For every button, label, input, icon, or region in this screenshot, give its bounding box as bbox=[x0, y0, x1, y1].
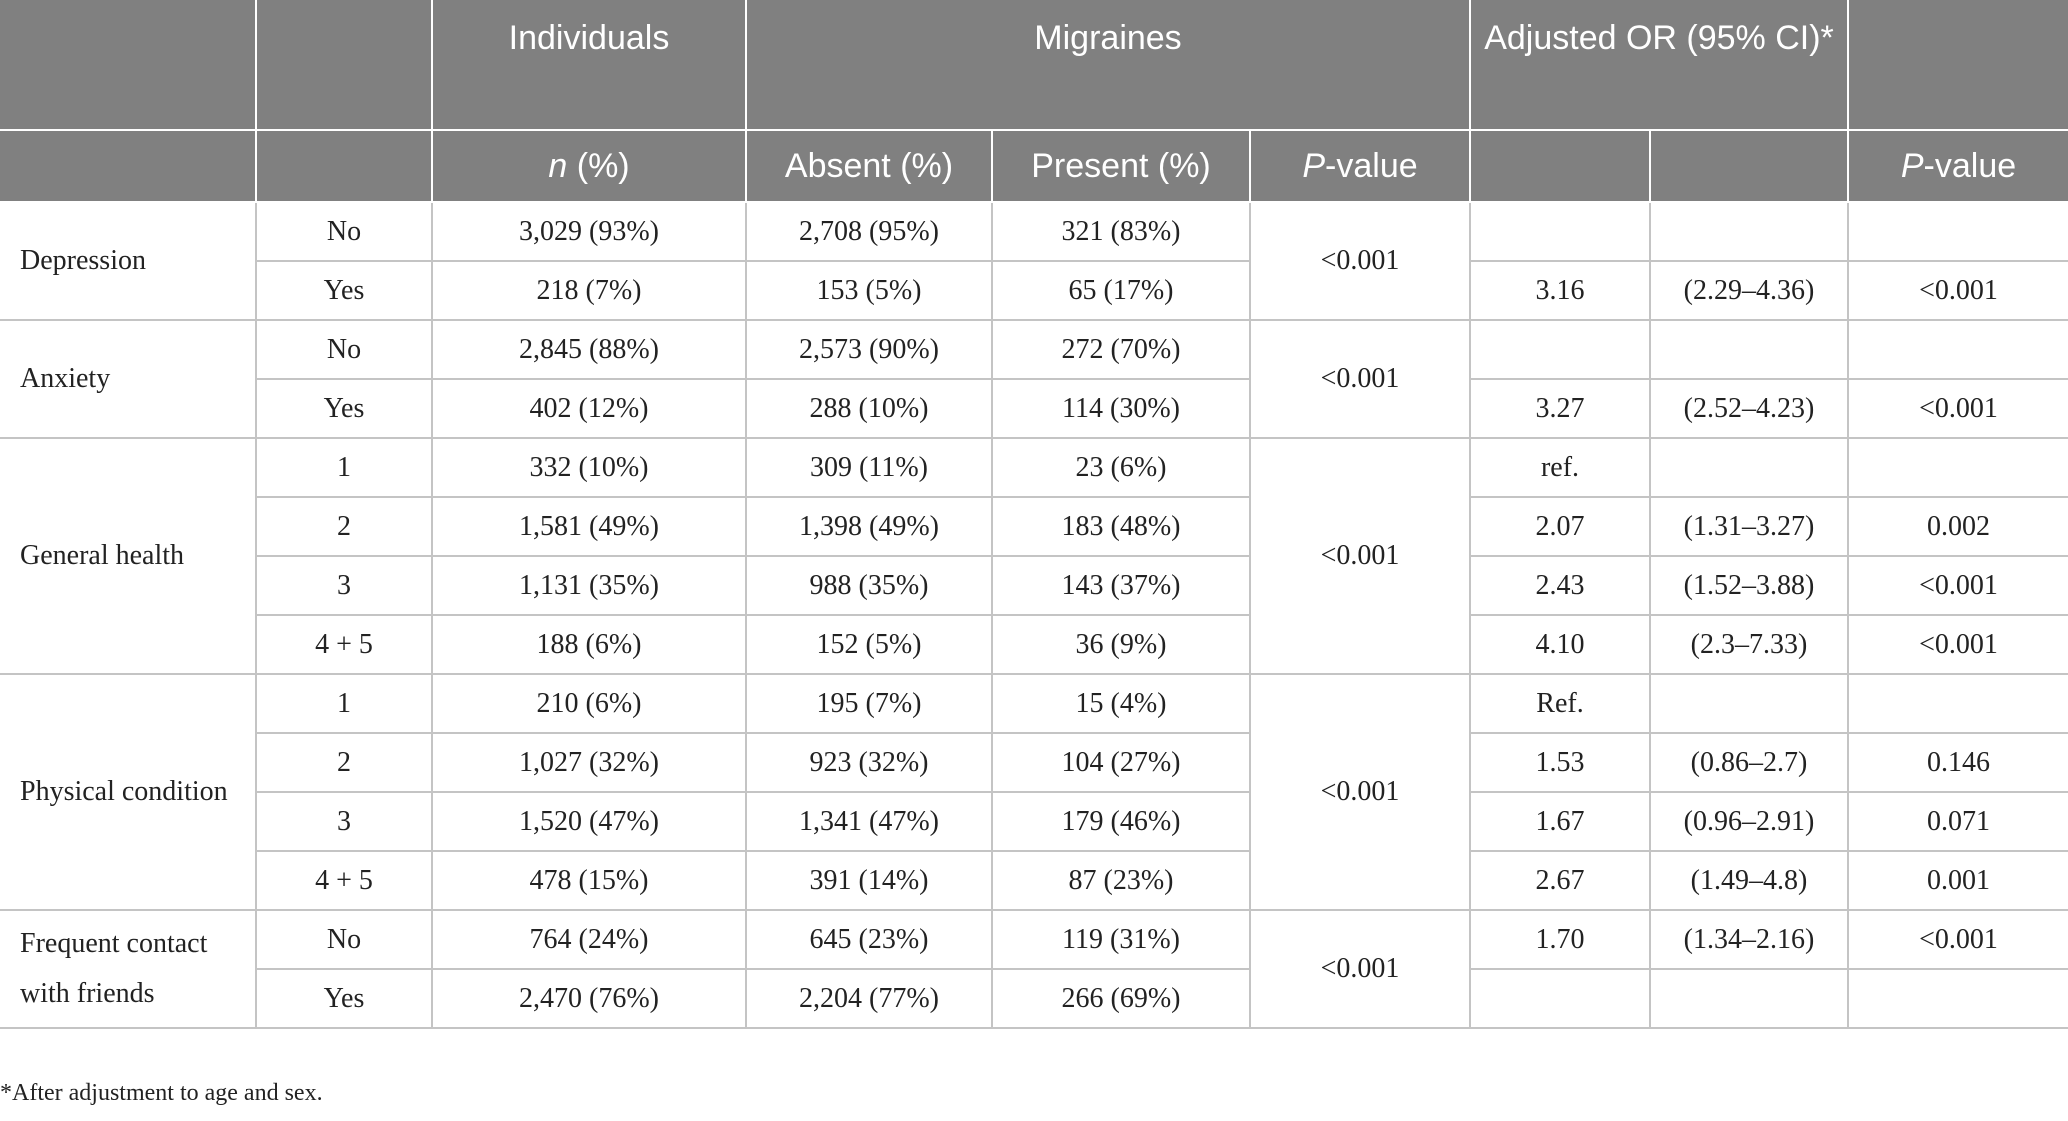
present-cell: 119 (31%) bbox=[992, 910, 1250, 969]
adjusted-p-cell: <0.001 bbox=[1848, 556, 2068, 615]
header-individuals: Individuals bbox=[432, 0, 746, 130]
individuals-cell: 478 (15%) bbox=[432, 851, 746, 910]
absent-cell: 2,204 (77%) bbox=[746, 969, 992, 1028]
present-cell: 266 (69%) bbox=[992, 969, 1250, 1028]
ci-cell: (0.86–2.7) bbox=[1650, 733, 1848, 792]
individuals-cell: 1,131 (35%) bbox=[432, 556, 746, 615]
absent-cell: 2,573 (90%) bbox=[746, 320, 992, 379]
p-value-cell: <0.001 bbox=[1250, 674, 1470, 910]
present-cell: 104 (27%) bbox=[992, 733, 1250, 792]
level-cell: 3 bbox=[256, 792, 432, 851]
or-cell: ref. bbox=[1470, 438, 1650, 497]
absent-cell: 1,398 (49%) bbox=[746, 497, 992, 556]
absent-cell: 195 (7%) bbox=[746, 674, 992, 733]
absent-cell: 923 (32%) bbox=[746, 733, 992, 792]
variable-label: Anxiety bbox=[0, 320, 256, 438]
present-cell: 23 (6%) bbox=[992, 438, 1250, 497]
adjusted-p-cell: <0.001 bbox=[1848, 910, 2068, 969]
level-cell: 1 bbox=[256, 438, 432, 497]
header-adjusted-or: Adjusted OR (95% CI)* bbox=[1470, 0, 1848, 130]
variable-label: Frequent contact with friends bbox=[0, 910, 256, 1028]
ci-cell bbox=[1650, 674, 1848, 733]
or-cell bbox=[1470, 320, 1650, 379]
ci-cell: (1.34–2.16) bbox=[1650, 910, 1848, 969]
table-row bbox=[0, 733, 2068, 792]
present-cell: 272 (70%) bbox=[992, 320, 1250, 379]
individuals-cell: 3,029 (93%) bbox=[432, 202, 746, 261]
individuals-cell: 332 (10%) bbox=[432, 438, 746, 497]
adjusted-p-cell: <0.001 bbox=[1848, 615, 2068, 674]
level-cell: 4 + 5 bbox=[256, 615, 432, 674]
present-cell: 15 (4%) bbox=[992, 674, 1250, 733]
or-cell: 2.67 bbox=[1470, 851, 1650, 910]
individuals-cell: 1,027 (32%) bbox=[432, 733, 746, 792]
individuals-cell: 2,470 (76%) bbox=[432, 969, 746, 1028]
or-cell: 2.07 bbox=[1470, 497, 1650, 556]
ci-cell bbox=[1650, 969, 1848, 1028]
individuals-cell: 1,581 (49%) bbox=[432, 497, 746, 556]
footnote: *After adjustment to age and sex. bbox=[0, 1080, 323, 1106]
absent-cell: 1,341 (47%) bbox=[746, 792, 992, 851]
adjusted-p-cell bbox=[1848, 438, 2068, 497]
adjusted-p-cell: <0.001 bbox=[1848, 261, 2068, 320]
adjusted-p-cell bbox=[1848, 969, 2068, 1028]
present-cell: 143 (37%) bbox=[992, 556, 1250, 615]
or-cell bbox=[1470, 202, 1650, 261]
variable-label: Depression bbox=[0, 202, 256, 320]
present-cell: 179 (46%) bbox=[992, 792, 1250, 851]
header-p-value-adjusted bbox=[1848, 130, 2068, 202]
or-cell: 2.43 bbox=[1470, 556, 1650, 615]
ci-cell: (1.31–3.27) bbox=[1650, 497, 1848, 556]
absent-cell: 152 (5%) bbox=[746, 615, 992, 674]
or-cell: 1.70 bbox=[1470, 910, 1650, 969]
header-blank-1 bbox=[0, 0, 256, 130]
individuals-cell: 188 (6%) bbox=[432, 615, 746, 674]
absent-cell: 288 (10%) bbox=[746, 379, 992, 438]
absent-cell: 153 (5%) bbox=[746, 261, 992, 320]
p-value-cell: <0.001 bbox=[1250, 320, 1470, 438]
level-cell: No bbox=[256, 320, 432, 379]
header-p-italic: P bbox=[1302, 146, 1326, 185]
absent-cell: 391 (14%) bbox=[746, 851, 992, 910]
ci-cell bbox=[1650, 202, 1848, 261]
table-row bbox=[0, 910, 2068, 969]
header-blank-7 bbox=[1650, 130, 1848, 202]
ci-cell: (2.52–4.23) bbox=[1650, 379, 1848, 438]
or-cell: 3.16 bbox=[1470, 261, 1650, 320]
table-row bbox=[0, 851, 2068, 910]
table-row bbox=[0, 792, 2068, 851]
header-blank-3 bbox=[1848, 0, 2068, 130]
header-row-2 bbox=[0, 130, 2068, 202]
ci-cell: (0.96–2.91) bbox=[1650, 792, 1848, 851]
or-cell bbox=[1470, 969, 1650, 1028]
table-row bbox=[0, 969, 2068, 1028]
absent-cell: 2,708 (95%) bbox=[746, 202, 992, 261]
present-cell: 321 (83%) bbox=[992, 202, 1250, 261]
level-cell: No bbox=[256, 910, 432, 969]
level-cell: Yes bbox=[256, 379, 432, 438]
level-cell: 4 + 5 bbox=[256, 851, 432, 910]
or-cell: 3.27 bbox=[1470, 379, 1650, 438]
present-cell: 36 (9%) bbox=[992, 615, 1250, 674]
individuals-cell: 2,845 (88%) bbox=[432, 320, 746, 379]
p-value-cell: <0.001 bbox=[1250, 438, 1470, 674]
adjusted-p-cell: 0.071 bbox=[1848, 792, 2068, 851]
ci-cell: (2.29–4.36) bbox=[1650, 261, 1848, 320]
table-row bbox=[0, 320, 2068, 379]
header-blank-6 bbox=[1470, 130, 1650, 202]
table-row bbox=[0, 202, 2068, 261]
individuals-cell: 764 (24%) bbox=[432, 910, 746, 969]
header-p-value bbox=[1250, 130, 1470, 202]
table-row bbox=[0, 556, 2068, 615]
present-cell: 183 (48%) bbox=[992, 497, 1250, 556]
level-cell: 2 bbox=[256, 497, 432, 556]
table-row bbox=[0, 497, 2068, 556]
p-value-cell: <0.001 bbox=[1250, 202, 1470, 320]
header-migraines: Migraines bbox=[746, 0, 1470, 130]
table-body bbox=[0, 202, 2068, 1028]
table-row bbox=[0, 261, 2068, 320]
adjusted-p-cell: <0.001 bbox=[1848, 379, 2068, 438]
header-p2-rest: -value bbox=[1923, 146, 2017, 185]
table-row bbox=[0, 438, 2068, 497]
table-row bbox=[0, 615, 2068, 674]
table-row bbox=[0, 379, 2068, 438]
level-cell: Yes bbox=[256, 969, 432, 1028]
header-blank-2 bbox=[256, 0, 432, 130]
adjusted-p-cell bbox=[1848, 320, 2068, 379]
present-cell: 114 (30%) bbox=[992, 379, 1250, 438]
header-blank-4 bbox=[0, 130, 256, 202]
header-n-percent bbox=[432, 130, 746, 202]
adjusted-p-cell: 0.146 bbox=[1848, 733, 2068, 792]
adjusted-p-cell bbox=[1848, 202, 2068, 261]
or-cell: 1.67 bbox=[1470, 792, 1650, 851]
ci-cell bbox=[1650, 438, 1848, 497]
level-cell: 2 bbox=[256, 733, 432, 792]
level-cell: 3 bbox=[256, 556, 432, 615]
ci-cell: (1.52–3.88) bbox=[1650, 556, 1848, 615]
level-cell: Yes bbox=[256, 261, 432, 320]
ci-cell: (2.3–7.33) bbox=[1650, 615, 1848, 674]
table-row bbox=[0, 674, 2068, 733]
header-p-rest: -value bbox=[1325, 146, 1418, 185]
adjusted-p-cell: 0.002 bbox=[1848, 497, 2068, 556]
absent-cell: 988 (35%) bbox=[746, 556, 992, 615]
header-n-italic: n bbox=[548, 146, 568, 185]
present-cell: 65 (17%) bbox=[992, 261, 1250, 320]
variable-label: General health bbox=[0, 438, 256, 674]
absent-cell: 645 (23%) bbox=[746, 910, 992, 969]
ci-cell: (1.49–4.8) bbox=[1650, 851, 1848, 910]
header-absent: Absent (%) bbox=[746, 130, 992, 202]
header-blank-5 bbox=[256, 130, 432, 202]
level-cell: 1 bbox=[256, 674, 432, 733]
header-present: Present (%) bbox=[992, 130, 1250, 202]
or-cell: 1.53 bbox=[1470, 733, 1650, 792]
header-row-1 bbox=[0, 0, 2068, 130]
absent-cell: 309 (11%) bbox=[746, 438, 992, 497]
present-cell: 87 (23%) bbox=[992, 851, 1250, 910]
ci-cell bbox=[1650, 320, 1848, 379]
header-p2-italic: P bbox=[1900, 146, 1924, 185]
individuals-cell: 210 (6%) bbox=[432, 674, 746, 733]
adjusted-p-cell: 0.001 bbox=[1848, 851, 2068, 910]
or-cell: Ref. bbox=[1470, 674, 1650, 733]
header-n-rest: (%) bbox=[567, 146, 630, 185]
individuals-cell: 402 (12%) bbox=[432, 379, 746, 438]
individuals-cell: 1,520 (47%) bbox=[432, 792, 746, 851]
adjusted-p-cell bbox=[1848, 674, 2068, 733]
individuals-cell: 218 (7%) bbox=[432, 261, 746, 320]
or-cell: 4.10 bbox=[1470, 615, 1650, 674]
variable-label: Physical condition bbox=[0, 674, 256, 910]
p-value-cell: <0.001 bbox=[1250, 910, 1470, 1028]
level-cell: No bbox=[256, 202, 432, 261]
